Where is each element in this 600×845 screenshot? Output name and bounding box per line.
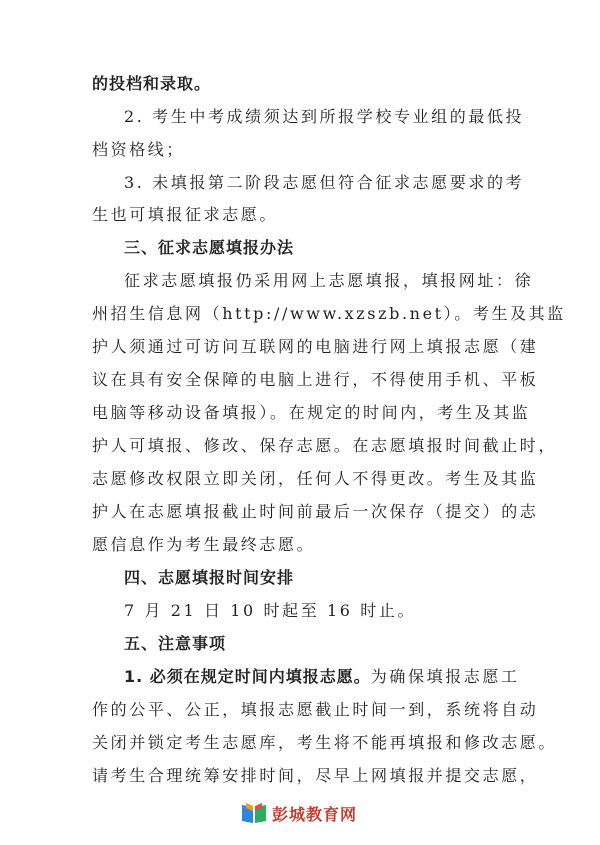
footer-logo	[240, 799, 357, 827]
paragraph-line: 7 月 21 日 10 时起至 16 时止。	[124, 601, 417, 620]
paragraph-line: 愿信息作为考生最终志愿。	[92, 535, 316, 554]
paragraph-line: 州招生信息网（http://www.xzszb.net）。考生及其监	[92, 304, 566, 323]
paragraph-line: 志愿修改权限立即关闭，任何人不得更改。考生及其监	[92, 469, 539, 488]
paragraph-line: 生也可填报征求志愿。	[92, 205, 279, 224]
paragraph-line: 2. 考生中考成绩须达到所报学校专业组的最低投	[124, 107, 525, 126]
bold-lead-text: 1. 必须在规定时间内填报志愿。	[124, 667, 371, 686]
paragraph-line: 关闭并锁定考生志愿库，考生将不能再填报和修改志愿。	[92, 733, 558, 752]
paragraph-line: 3. 未填报第二阶段志愿但符合征求志愿要求的考	[124, 173, 525, 192]
paragraph-line: 护人须通过可访问互联网的电脑进行网上填报志愿（建	[92, 337, 539, 356]
paragraph-line: 护人可填报、修改、保存志愿。在志愿填报时间截止时，	[92, 436, 558, 455]
paragraph-line-mixed	[124, 666, 522, 688]
section-heading: 五、注意事项	[124, 634, 227, 653]
section-heading: 四、志愿填报时间安排	[124, 568, 295, 587]
paragraph-line: 请考生合理统筹安排时间，尽早上网填报并提交志愿，	[92, 766, 539, 785]
paragraph-line: 电脑等移动设备填报）。在规定的时间内，考生及其监	[92, 403, 531, 422]
paragraph-line: 档资格线；	[92, 140, 186, 159]
book-icon	[240, 801, 268, 825]
paragraph-line: 征求志愿填报仍采用网上志愿填报，填报网址：徐	[124, 271, 534, 290]
paragraph-line: 护人在志愿填报截止时间前最后一次保存（提交）的志	[92, 502, 539, 521]
logo-text: 彭城教育网	[272, 804, 358, 824]
paragraph-line: 的投档和录取。	[92, 74, 212, 93]
paragraph-line: 作的公平、公正，填报志愿截止时间一到，系统将自动	[92, 700, 539, 719]
section-heading: 三、征求志愿填报办法	[124, 238, 295, 257]
normal-text: 为确保填报志愿工	[370, 667, 520, 686]
paragraph-line: 议在具有安全保障的电脑上进行，不得使用手机、平板	[92, 370, 539, 389]
